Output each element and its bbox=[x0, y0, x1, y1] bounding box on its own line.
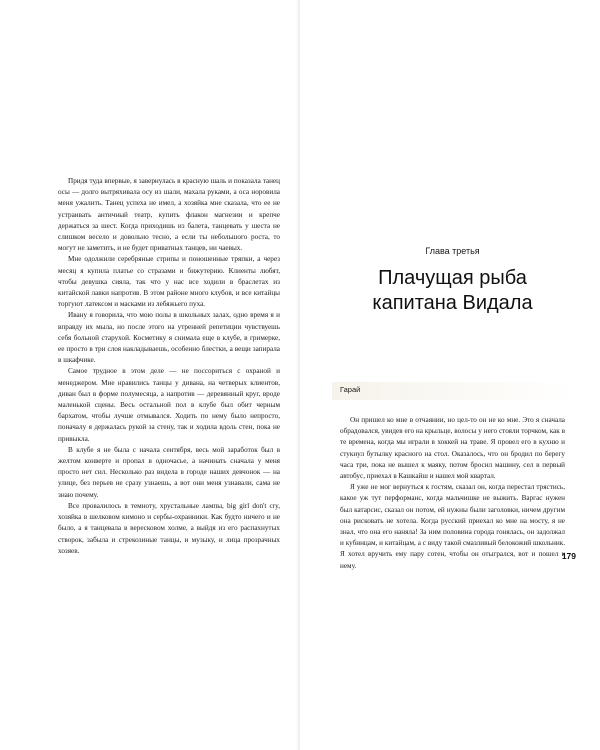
right-page bbox=[300, 0, 600, 750]
paragraph: Мне одолжили серебряные стрипы и поношенные тряпки, а через месяц я купила платье со стразами и бижутерию. Клиенты любят, чтобы девушка сияла, так что у нас все ходили в браслетах из китайской лавки напротив. В этом районе много клубов, и все китайцы торгуют латексом и масками из лебяжьего пуха. bbox=[58, 255, 280, 309]
chapter-title-line: Плачущая рыба bbox=[378, 267, 527, 289]
paragraph: В клубе я не была с начала сентября, весь мой заработок был в желтом конверте и пропал в одночасье, а начинать сначала у меня просто нет сил. Несколько раз видела в городе наших девчонок — на улице, без перьев не сразу узнаешь, а вот они меня узнавали, сама не знаю почему. bbox=[58, 445, 280, 499]
paragraph: Ивану я говорила, что мою полы в школьных залах, одно время я и вправду их мыла, но после этого на утренней репетиции чувствуешь себя больной старухой. Косметику я снимала еще в клубе, в гримерке, ее просто в три слоя накладываешь, особенно блестки, а вещи запирала в шкафчике. bbox=[58, 311, 280, 365]
paragraph: Все провалилось в темноту, хрустальные лампы, big girl don't cry, хозяйка в шелковом кимоно и сербы-охранники. Как будто ничего и не было, а я танцевала в вересковом холме, а выйдя из его распахнутых створок, забыла и стрекозиные танцы, и музыку, и лица прозрачных хозяев. bbox=[58, 501, 280, 555]
section-header-band bbox=[332, 382, 577, 400]
chapter-label: Глава третья bbox=[425, 246, 480, 256]
section-name: Гарай bbox=[340, 385, 361, 394]
paragraph: Самое трудное в этом деле — не поссориться с охраной и менеджером. Мне нравились танцы у дивана, на четверых клиентов, диван был в форме полумесяца, а напротив — деревянный круг, вроде маленькой сцены. Весь остальной пол в клубе был обит черным бархатом, чтобы лучше отмывался. Ходить по нему было непросто, поначалу я держалась рукой за стену, так и ходила вдоль стен, пока не привыкла. bbox=[58, 367, 280, 443]
chapter-title bbox=[340, 266, 565, 316]
chapter-title-line: капитана Видала bbox=[372, 292, 533, 314]
right-page-text bbox=[340, 415, 565, 572]
paragraph: Придя туда впервые, я завернулась в красную шаль и показала танец осы — долго вытряхивала осу из шали, махала руками, а оса норовила меня ужалить. Танец успеха не имел, а хозяйка мне сказала, что ее не устраивать античный театр, купить флакон магнезии и крепче держаться за шест. Когда приходишь из балета, танцевать у шеста не слишком весело и довольно тесно, а если ты небольшого роста, то могут не заметить, и не будет приватных танцев, ни чаевых. bbox=[58, 177, 280, 253]
paragraph: Он пришел ко мне в отчаянии, но цел-то он не ко мне. Это я сначала обрадовался, увидев его на крыльце, волосы у него стояли торчком, как в те времена, когда мы играли в хоккей на траве. Я провел его в кухню и стукнул бутылку красного на стол. Оказалось, что он бродил по берегу часа три, пока не вышел к маяку, потом бросил машину, сел в первый автобус, приехал в Кашкайш и нашел мой квартал. bbox=[340, 416, 565, 481]
left-page-text bbox=[58, 176, 280, 557]
paragraph: Я уже не мог вернуться к гостям, сказал он, когда перестал трястись, какое уж тут перформанс, когда мальчишке не выжить. Варгас нужен был катарсис, сказал он потом, ей нужны были заголовки, ничем другим она рисковать не хотела. Когда русский приехал ко мне на мосту, я не знал, что она его наняла! За ним половина города гонялась, он задолжал и кубинцам, и китайцам, а с виду такой смазливый белокожий школьник. Я хотел вручить ему пару сотен, чтобы он отыгрался, вот и пошел к нему. bbox=[340, 483, 565, 570]
page-number: 179 bbox=[561, 551, 576, 561]
